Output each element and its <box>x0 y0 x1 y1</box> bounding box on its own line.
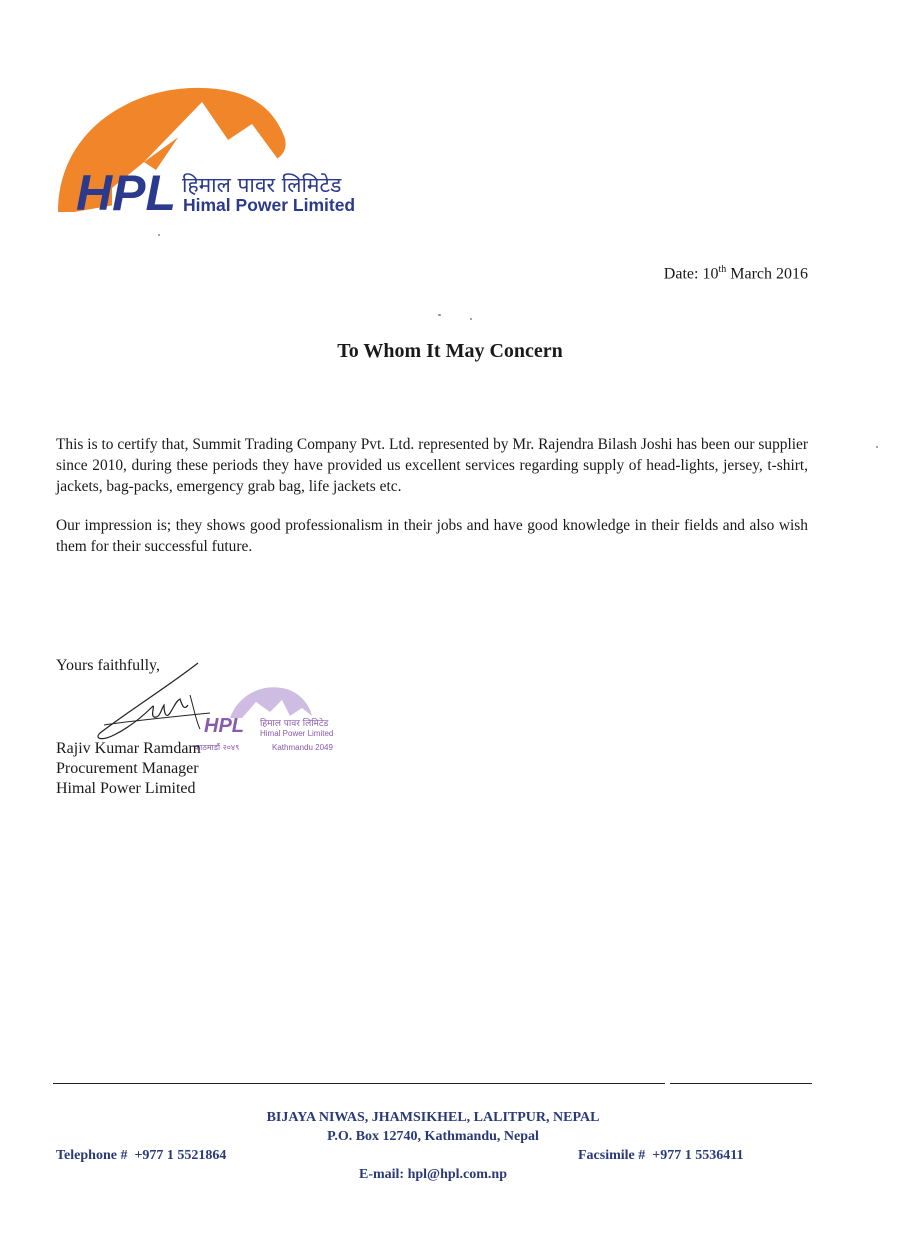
date-day: 10 <box>702 265 719 283</box>
date-month-year: March 2016 <box>730 265 808 283</box>
letter-date <box>664 264 808 283</box>
footer-divider <box>670 1083 812 1084</box>
email-label: E-mail: <box>358 1167 405 1182</box>
closing-salutation: Yours faithfully, <box>56 657 161 674</box>
scan-speck <box>438 314 441 316</box>
telephone-label: Telephone # <box>56 1148 128 1163</box>
stamp-mountain-icon <box>230 687 312 718</box>
scan-speck <box>158 234 160 236</box>
signer-organization: Himal Power Limited <box>56 780 196 797</box>
stamp-name-english: Himal Power Limited <box>260 729 334 738</box>
footer-divider <box>53 1083 665 1084</box>
footer-email <box>0 1167 866 1183</box>
scan-speck <box>470 318 472 320</box>
telephone-number: +977 1 5521864 <box>134 1148 227 1163</box>
date-suffix: th <box>718 264 727 275</box>
scan-speck <box>876 446 878 448</box>
letter-heading: To Whom It May Concern <box>337 340 563 362</box>
signer-title: Procurement Manager <box>56 760 199 777</box>
footer-telephone <box>56 1148 226 1164</box>
footer-facsimile <box>578 1148 743 1164</box>
body-paragraph-1: This is to certify that, Summit Trading Company Pvt. Ltd. represented by Mr. Rajendra Bilash Joshi has been our supplier since 2010, during these periods they have provided us excellent services regarding supply of head-lights, jersey, t-shirt, jackets, bag-packs, emergency grab bag, life jackets etc. <box>56 436 808 495</box>
logo-name-english: Himal Power Limited <box>183 195 356 215</box>
stamp-name-nepali: हिमाल पावर लिमिटेड <box>260 719 329 729</box>
fax-label: Facsimile # <box>578 1148 646 1163</box>
logo-abbrev: HPL <box>76 165 176 220</box>
signer-name: Rajiv Kumar Ramdam <box>56 740 201 757</box>
date-label: Date: <box>663 265 699 283</box>
company-logo <box>52 80 392 220</box>
footer-pobox: P.O. Box 12740, Kathmandu, Nepal <box>327 1129 539 1144</box>
stamp-left-text: काठमाडौं २०४९ <box>194 743 240 752</box>
stamp-right-text: Kathmandu 2049 <box>272 743 333 752</box>
stamp-abbrev: HPL <box>204 715 244 737</box>
logo-name-nepali: हिमाल पावर लिमिटेड <box>182 173 342 197</box>
fax-number: +977 1 5536411 <box>652 1148 744 1163</box>
email-address: hpl@hpl.com.np <box>407 1167 507 1182</box>
footer-address: BIJAYA NIWAS, JHAMSIKHEL, LALITPUR, NEPAL <box>266 1110 600 1125</box>
body-paragraph-2: Our impression is; they shows good professionalism in their jobs and have good knowledge in their fields and also wish them for their successful future. <box>56 517 808 555</box>
